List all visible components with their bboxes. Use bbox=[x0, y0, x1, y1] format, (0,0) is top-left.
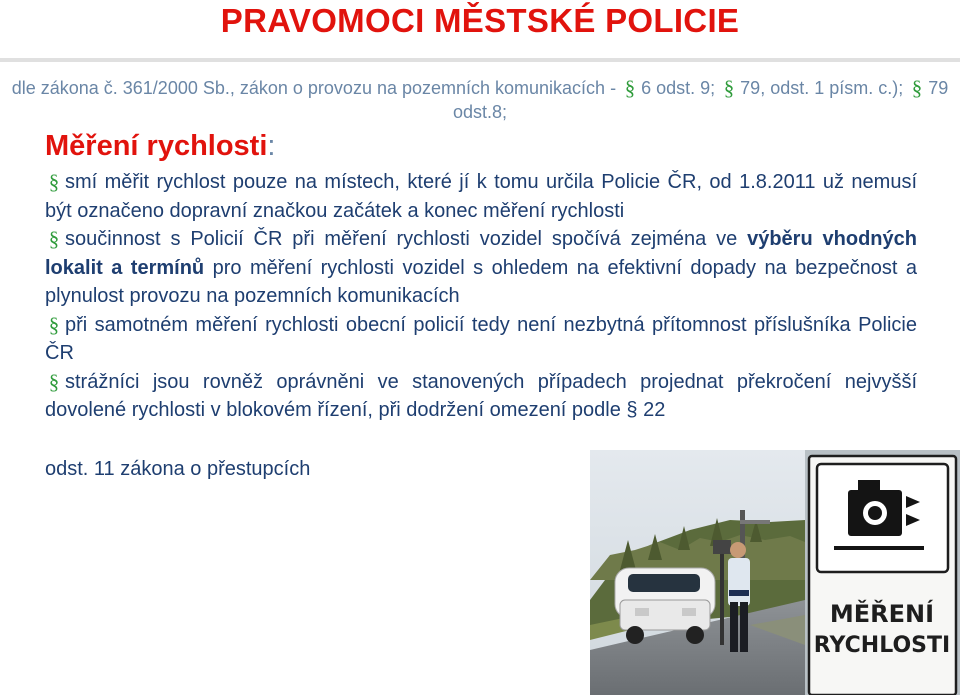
paragraph-bullet-icon bbox=[45, 370, 63, 392]
paragraph-bullet-icon bbox=[45, 313, 63, 335]
list-item: strážníci jsou rovněž oprávněni ve stanovených případech projednat překročení nejvyšší dovolené rychlosti v blokovém řízení, při dodržení omezení podle § 22 bbox=[45, 370, 917, 421]
legal-reference-part-3: 79, odst. 1 písm. c.); bbox=[740, 78, 904, 98]
section-heading bbox=[45, 130, 275, 163]
bullet-list bbox=[45, 168, 917, 442]
slide-title: PRAVOMOCI MĚSTSKÉ POLICIE bbox=[220, 2, 740, 39]
legal-reference bbox=[10, 76, 950, 124]
paragraph-icon bbox=[621, 76, 639, 98]
legal-reference-part-4: 79 odst.8; bbox=[452, 78, 949, 122]
paragraph-icon bbox=[720, 76, 738, 98]
sign-text-line-1: MĚŘENÍ bbox=[829, 600, 935, 628]
speed-measurement-photo bbox=[590, 450, 960, 695]
sign-text-line-2: RYCHLOSTI bbox=[813, 633, 951, 658]
list-item: při samotném měření rychlosti obecní policií tedy není nezbytná přítomnost příslušníka Policie ČR bbox=[45, 313, 917, 364]
highlight-text: výběru vhodných lokalit a termínů bbox=[45, 228, 917, 279]
legal-reference-part-1: dle zákona č. 361/2000 Sb., zákon o provozu na pozemních komunikacích - bbox=[11, 78, 617, 98]
paragraph-bullet-icon bbox=[45, 170, 63, 192]
list-item: smí měřit rychlost pouze na místech, které jí k tomu určila Policie ČR, od 1.8.2011 už nemusí být označeno dopravní značkou začátek a konec měření rychlosti bbox=[45, 171, 917, 222]
paragraph-bullet-icon bbox=[45, 227, 63, 249]
section-heading-colon: : bbox=[267, 130, 276, 162]
list-item: součinnost s Policií ČR při měření rychlosti vozidel spočívá zejména ve výběru vhodných lokalit a termínů pro měření rychlosti vozidel s ohledem na efektivní dopady na bezpečnost a plynulost provozu na pozemních komunikacích bbox=[45, 228, 917, 307]
paragraph-icon bbox=[908, 76, 926, 98]
title-divider bbox=[0, 58, 960, 62]
list-item-continuation: odst. 11 zákona o přestupcích bbox=[45, 458, 311, 480]
section-heading-text: Měření rychlosti bbox=[45, 130, 268, 162]
legal-reference-part-2: 6 odst. 9; bbox=[641, 78, 716, 98]
